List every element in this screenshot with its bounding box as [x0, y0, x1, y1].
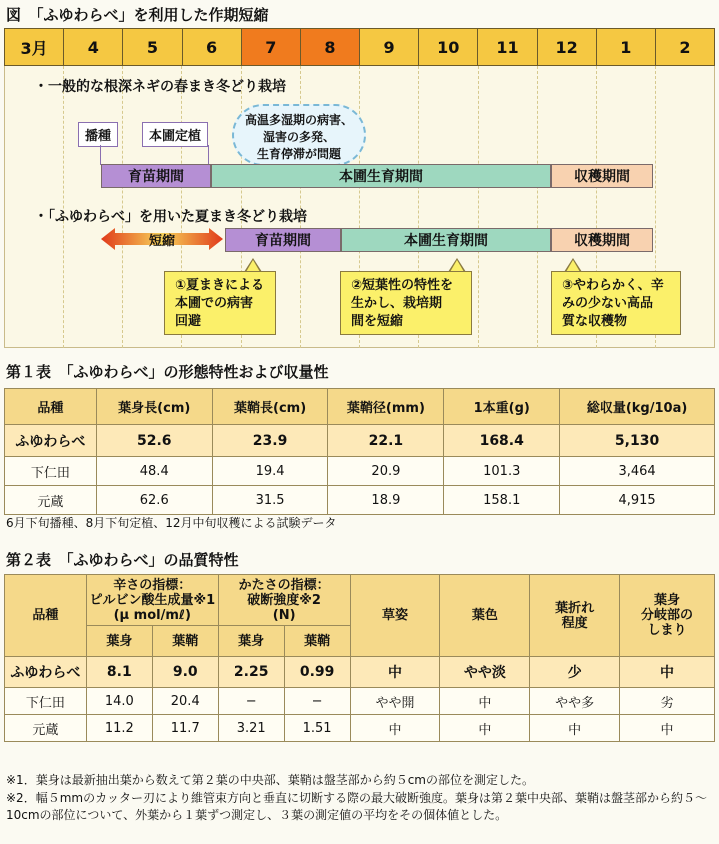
month-cell: 1: [597, 29, 656, 65]
table1-header: 品種: [5, 389, 97, 425]
table-row: ふゆわらべ 8.1 9.0 2.25 0.99 中 やや淡 少 中: [5, 657, 715, 688]
table2-header-variety: 品種: [5, 575, 87, 657]
conventional-growth-bar: 本圃生育期間: [211, 164, 551, 188]
table2-sub-blade: 葉身: [86, 626, 152, 657]
month-cell: 6: [183, 29, 242, 65]
table2-header-hardness: かたさの指標： 破断強度※2 (N): [218, 575, 350, 626]
proposed-nursery-bar: 育苗期間: [225, 228, 341, 252]
shorten-label: 短縮: [148, 233, 175, 249]
tag-planting: 本圃定植: [142, 122, 208, 147]
callout-pointer: [448, 258, 466, 272]
month-cell: 4: [64, 29, 123, 65]
table2-header-color: 葉色: [440, 575, 530, 657]
table-row: 元蔵 11.2 11.7 3.21 1.51 中 中 中 中: [5, 715, 715, 742]
month-cell: 9: [360, 29, 419, 65]
month-header: [4, 28, 715, 66]
table2: [4, 574, 715, 742]
conventional-title: ・一般的な根深ネギの春まき冬どり栽培: [34, 79, 286, 95]
callout-short-leaf: ②短葉性の特性を 生かし、栽培期 間を短縮: [340, 271, 472, 335]
table-row: 下仁田 48.4 19.4 20.9 101.3 3,464: [5, 457, 715, 486]
table2-footnote-2: ※2．幅５mmのカッター刃により維管束方向と垂直に切断する際の最大破断強度。葉身は第２葉中央部、葉鞘は盤茎部から約５〜10cmの部位について、外葉から１葉ずつ測定し、３葉の測定値の平均をその個体値とした。: [6, 791, 707, 822]
table2-footnote-1: ※1．葉身は最新抽出葉から数えて第２葉の中央部、葉鞘は盤茎部から約５cmの部位を測定した。: [6, 773, 534, 787]
table1-header: 葉鞘長(cm): [212, 389, 328, 425]
table2-header-branch: 葉身 分岐部の しまり: [620, 575, 715, 657]
table1-header: 1本重(g): [444, 389, 560, 425]
table1-header: 葉身長(cm): [96, 389, 212, 425]
table1-note: 6月下旬播種、8月下旬定植、12月中旬収穫による試験データ: [6, 516, 337, 530]
table-row: ふゆわらべ 52.6 23.9 22.1 168.4 5,130: [5, 425, 715, 457]
month-cell: 2: [656, 29, 714, 65]
conventional-harvest-bar: 収穫期間: [551, 164, 653, 188]
proposed-title: ・「ふゆわらべ」を用いた夏まき冬どり栽培: [34, 209, 307, 225]
callout-pointer: [564, 258, 582, 272]
month-cell-hot: 7: [242, 29, 301, 65]
proposed-growth-bar: 本圃生育期間: [341, 228, 551, 252]
table1: [4, 388, 715, 515]
table2-sub-blade: 葉身: [218, 626, 284, 657]
table2-header-shape: 草姿: [350, 575, 440, 657]
month-cell-hot: 8: [301, 29, 360, 65]
table1-header: 総収量(kg/10a): [560, 389, 715, 425]
month-cell: 12: [538, 29, 597, 65]
month-cell: 5: [123, 29, 182, 65]
proposed-harvest-bar: 収穫期間: [551, 228, 653, 252]
tag-sowing: 播種: [78, 122, 118, 147]
table2-header-spicy: 辛さの指標： ピルビン酸生成量※1 (μ mol/mℓ): [86, 575, 218, 626]
table1-header: 葉鞘径(mm): [328, 389, 444, 425]
table1-title: 第１表 「ふゆわらべ」の形態特性および収量性: [6, 363, 329, 381]
callout-quality: ③やわらかく、辛 みの少ない高品 質な収穫物: [551, 271, 681, 335]
table2-header-fold: 葉折れ 程度: [530, 575, 620, 657]
callout-pointer: [244, 258, 262, 272]
table-row: 下仁田 14.0 20.4 − − やや開 中 やや多 劣: [5, 688, 715, 715]
table2-sub-sheath: 葉鞘: [284, 626, 350, 657]
table2-sub-sheath: 葉鞘: [152, 626, 218, 657]
callout-summer-sowing: ①夏まきによる 本圃での病害 回避: [164, 271, 276, 335]
table-row: 元蔵 62.6 31.5 18.9 158.1 4,915: [5, 486, 715, 515]
month-cell: 10: [419, 29, 478, 65]
month-cell: 3月: [5, 29, 64, 65]
conventional-nursery-bar: 育苗期間: [101, 164, 211, 188]
table2-title: 第２表 「ふゆわらべ」の品質特性: [6, 551, 239, 569]
month-cell: 11: [478, 29, 537, 65]
figure-title: 図 「ふゆわらべ」を利用した作期短縮: [6, 6, 269, 24]
problem-cloud: 高温多湿期の病害、 湿害の多発、 生育停滞が問題: [232, 104, 366, 166]
